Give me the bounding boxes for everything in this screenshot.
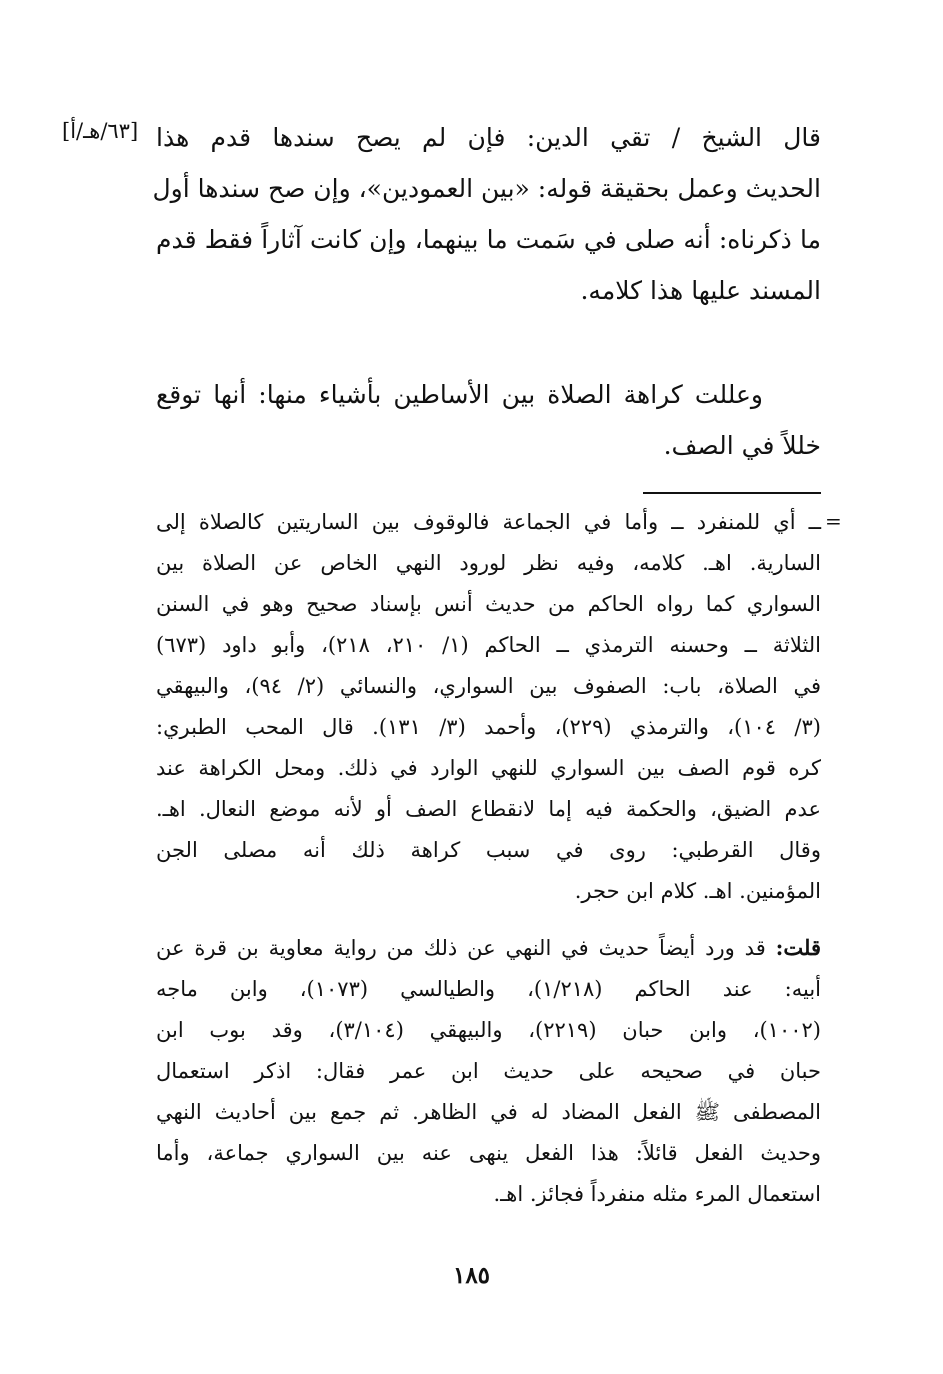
footnote-separator <box>643 492 821 494</box>
main-text-line: ما ذكرناه: أنه صلى في سَمت ما بينهما، وإن كانت آثاراً فقط قدم <box>156 225 821 254</box>
footnote-line: المصطفى ﷺ الفعل المضاد له في الظاهر. ثم جمع بين أحاديث النهي <box>156 1100 821 1124</box>
main-text-line: قال الشيخ / تقي الدين: فإن لم يصح سندها قدم هذا <box>156 123 821 152</box>
footnote-line <box>156 932 821 964</box>
manuscript-folio-reference: [٦٣/هـ/أ] <box>62 119 139 143</box>
footnote-line: حبان في صحيحه على حديث ابن عمر فقال: اذكر استعمال <box>156 1059 821 1083</box>
main-text-line: خللاً في الصف. <box>663 431 821 460</box>
footnote-line: السواري كما رواه الحاكم من حديث أنس بإسناد صحيح وهو في السنن <box>156 592 821 616</box>
footnote-line: وقال القرطبي: روى في سبب كراهة ذلك أنه مصلى الجن <box>156 838 821 862</box>
footnote-line: في الصلاة، باب: الصفوف بين السواري، والنسائي (٢/ ٩٤)، والبيهقي <box>156 674 821 698</box>
footnote-text: قد ورد أيضاً حديث في النهي عن ذلك من رواية معاوية بن قرة عن <box>156 936 776 960</box>
footnote-line: استعمال المرء مثله منفرداً فجائز. اهـ. <box>493 1182 821 1206</box>
footnote-line: (١٠٠٢)، وابن حبان (٢٢١٩)، والبيهقي (٣/١٠٤)، وقد بوب ابن <box>156 1018 821 1042</box>
main-text-line: الحديث وعمل بحقيقة قوله: «بين العمودين»، وإن صح سندها أول <box>152 174 821 203</box>
footnote-line: (٣/ ١٠٤)، والترمذي (٢٢٩)، وأحمد (٣/ ١٣١). قال المحب الطبري: <box>156 715 821 739</box>
main-text-line: وعللت كراهة الصلاة بين الأساطين بأشياء منها: أنها توقع <box>156 380 763 409</box>
footnote-continuation-mark: = <box>825 509 842 533</box>
footnote-line: أبيه: عند الحاكم (١/٢١٨)، والطيالسي (١٠٧٣)، وابن ماجه <box>156 977 822 1001</box>
footnote-line: المؤمنين. اهـ. كلام ابن حجر. <box>574 879 821 903</box>
page-number: ١٨٥ <box>452 1262 491 1289</box>
footnote-line: ــ أي للمنفرد ــ وأما في الجماعة فالوقوف بين الساريتين كالصلاة إلى <box>156 510 821 534</box>
footnote-line: الثلاثة ــ وحسنه الترمذي ــ الحاكم (١/ ٢١٠، ٢١٨)، وأبو داود (٦٧٣) <box>156 633 821 657</box>
footnote-line: كره قوم الصف بين السواري للنهي الوارد في ذلك. ومحل الكراهة عند <box>156 756 821 780</box>
footnote-line: وحديث الفعل قائلاً: هذا الفعل ينهى عنه بين السواري جماعة، وأما <box>156 1141 821 1165</box>
footnote-line: عدم الضيق، والحكمة فيه إما لانقطاع الصف أو لأنه موضع النعال. اهـ. <box>156 797 821 821</box>
main-text-line: المسند عليها هذا كلامه. <box>580 276 821 305</box>
footnote-line: السارية. اهـ. كلامه، وفيه نظر لورود النهي الخاص عن الصلاة بين <box>156 551 821 575</box>
qult-label: قلت: <box>775 935 821 960</box>
